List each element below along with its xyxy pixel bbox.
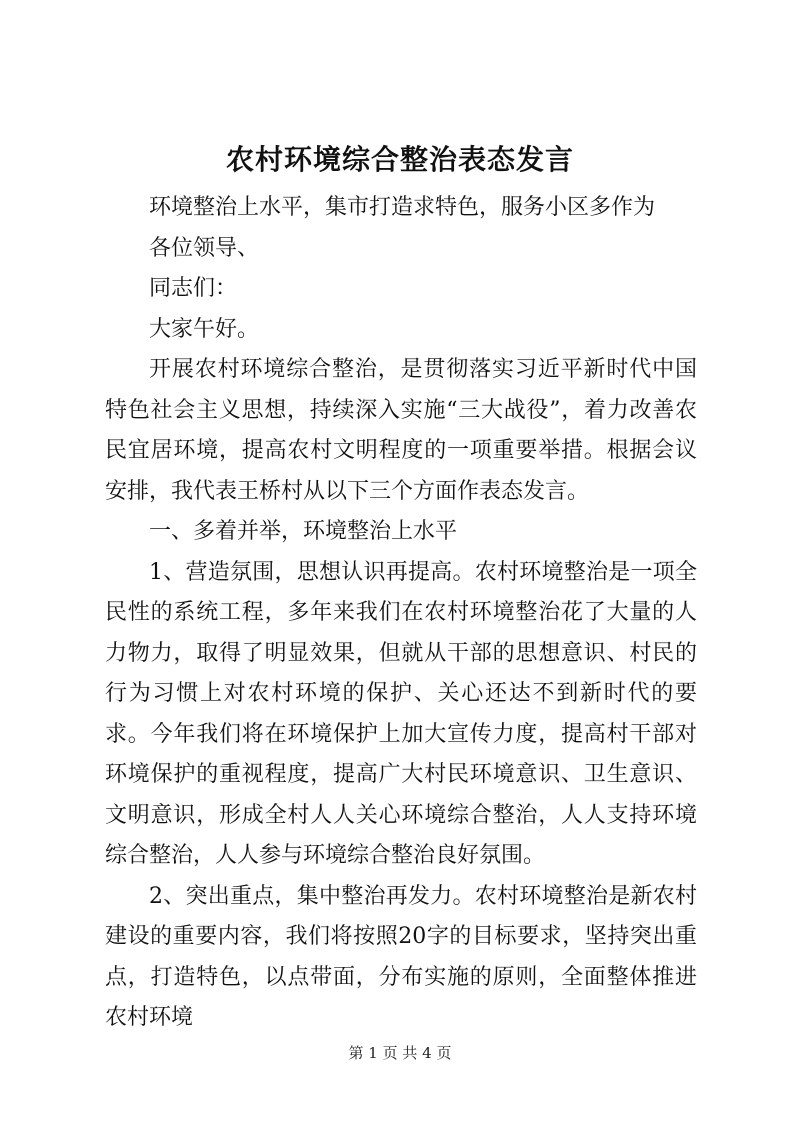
document-title: 农村环境综合整治表态发言 (225, 143, 574, 176)
point-1-paragraph: 1、营造氛围，思想认识再提高。农村环境整治是一项全民性的系统工程，多年来我们在农村环境整治花了大量的人力物力，取得了明显效果，但就从干部的思想意识、村民的行为习惯上对农村环境的保护、关心还达不到新时代的要求。今年我们将在环境保护上加大宣传力度，提高村干部对环境保护的重视程度，提高广大村民环境意识、卫生意识、文明意识，形成全村人人关心环境综合整治，人人支持环境综合整治，人人参与环境综合整治良好氛围。 (105, 559, 697, 868)
subtitle-line: 环境整治上水平，集市打造求特色，服务小区多作为 (149, 195, 656, 220)
document-body (105, 188, 697, 1039)
salutation-comrades: 同志们： (149, 276, 238, 301)
salutation-leaders: 各位领导、 (149, 235, 260, 261)
page-footer: 第 1 页 共 4 页 (348, 1044, 452, 1062)
point-2-paragraph: 2、突出重点，集中整治再发力。农村环境整治是新农村建设的重要内容，我们将按照20字的目标要求，坚持突出重点，打造特色，以点带面，分布实施的原则，全面整体推进农村环境 (105, 883, 697, 1030)
section-heading-1: 一、多着并举，环境整治上水平 (149, 519, 458, 544)
intro-paragraph: 开展农村环境综合整治，是贯彻落实习近平新时代中国特色社会主义思想，持续深入实施“三大战役”，着力改善农民宜居环境，提高农村文明程度的一项重要举措。根据会议安排，我代表王桥村从以下三个方面作表态发言。 (105, 357, 697, 504)
greeting-line: 大家午好。 (149, 316, 260, 342)
